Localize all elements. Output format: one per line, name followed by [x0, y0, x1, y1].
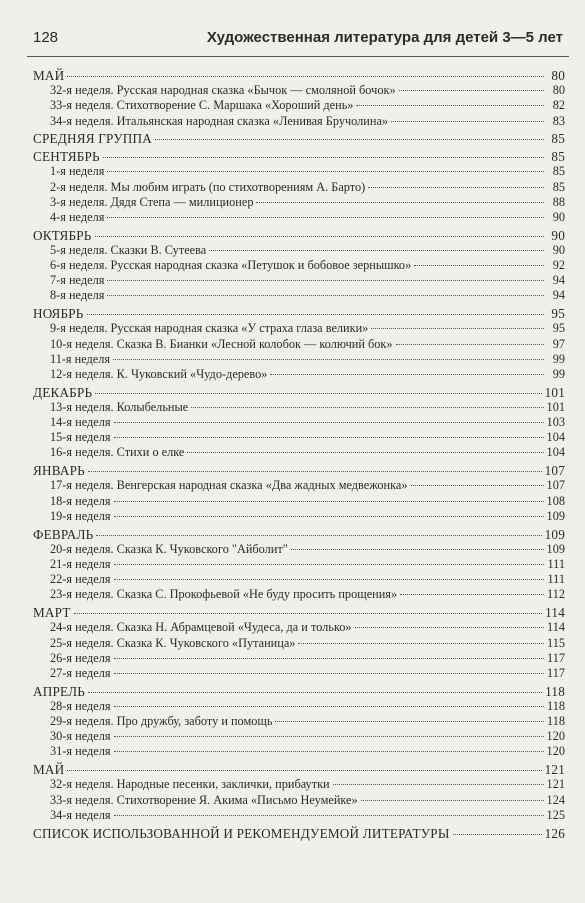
toc-item-row[interactable]	[33, 744, 565, 759]
toc-item-row[interactable]	[33, 180, 565, 195]
toc-item-row[interactable]	[33, 651, 565, 666]
toc-section-row[interactable]	[33, 463, 565, 478]
toc-item-row[interactable]	[33, 258, 565, 273]
dot-leader	[361, 800, 544, 801]
toc-item-row[interactable]	[33, 445, 565, 460]
dot-leader	[114, 437, 544, 438]
toc-section-title: АПРЕЛЬ	[33, 683, 85, 699]
table-of-contents	[33, 68, 565, 841]
toc-item-row[interactable]	[33, 793, 565, 808]
toc-item-title: 28-я неделя	[50, 698, 111, 713]
toc-item-title: 10-я неделя. Сказка В. Бианки «Лесной колобок — колючий бок»	[50, 336, 393, 351]
toc-item-row[interactable]	[33, 367, 565, 382]
dot-leader	[275, 721, 544, 722]
toc-item-title: 31-я неделя	[50, 744, 111, 759]
dot-leader	[371, 328, 544, 329]
toc-item-row[interactable]	[33, 572, 565, 587]
toc-page-number: 80	[551, 68, 565, 83]
toc-item-title: 11-я неделя	[50, 351, 111, 366]
toc-page-number: 121	[546, 777, 565, 792]
toc-item-row[interactable]	[33, 243, 565, 258]
toc-section-title: МАЙ	[33, 762, 65, 778]
toc-page-number: 94	[552, 288, 565, 303]
toc-item-row[interactable]	[33, 83, 565, 98]
dot-leader	[333, 784, 544, 785]
toc-page-number: 99	[552, 366, 565, 381]
toc-item-title: 5-я неделя. Сказки В. Сутеева	[50, 242, 207, 257]
dot-leader	[114, 516, 544, 517]
toc-section-title: МАЙ	[33, 68, 65, 83]
dot-leader	[95, 393, 541, 394]
toc-item-row[interactable]	[33, 337, 565, 352]
toc-page-number: 85	[551, 149, 565, 165]
toc-page-number: 124	[546, 792, 565, 807]
toc-item-title: 4-я неделя	[50, 209, 105, 224]
toc-page-number: 111	[547, 556, 565, 571]
dot-leader	[74, 613, 542, 614]
toc-item-title: 19-я неделя	[50, 508, 111, 523]
dot-leader	[107, 171, 544, 172]
toc-item-row[interactable]	[33, 415, 565, 430]
toc-item-title: 3-я неделя. Дядя Степа — милиционер	[50, 194, 254, 209]
dot-leader	[114, 658, 544, 659]
toc-item-row[interactable]	[33, 288, 565, 303]
toc-item-title: 27-я неделя	[50, 665, 111, 680]
toc-section-row[interactable]	[33, 826, 565, 841]
dot-leader	[155, 139, 544, 140]
toc-item-title: 22-я неделя	[50, 572, 111, 587]
toc-section-title: МАРТ	[33, 605, 71, 621]
toc-item-row[interactable]	[33, 808, 565, 823]
dot-leader	[114, 422, 544, 423]
dot-leader	[411, 485, 544, 486]
toc-page-number: 120	[546, 744, 565, 759]
toc-page-number: 108	[546, 493, 565, 508]
toc-item-title: 33-я неделя. Стихотворение С. Маршака «Хороший день»	[50, 98, 354, 113]
dot-leader	[113, 359, 544, 360]
toc-item-title: 30-я неделя	[50, 729, 111, 744]
dot-leader	[114, 579, 544, 580]
dot-leader	[270, 374, 544, 375]
toc-page-number: 90	[552, 242, 565, 257]
toc-section-title: ДЕКАБРЬ	[33, 384, 93, 400]
toc-page-number: 115	[547, 635, 565, 650]
toc-item-row[interactable]	[33, 620, 565, 635]
toc-item-row[interactable]	[33, 699, 565, 714]
toc-page-number: 85	[551, 131, 565, 147]
toc-item-row[interactable]	[33, 400, 565, 415]
toc-page-number: 90	[551, 227, 565, 243]
toc-page-number: 109	[544, 526, 565, 542]
toc-page-number: 104	[546, 430, 565, 445]
dot-leader	[256, 202, 544, 203]
toc-item-title: 24-я неделя. Сказка Н. Абрамцевой «Чудеса, да и только»	[50, 620, 352, 635]
dot-leader	[187, 452, 543, 453]
toc-page-number: 107	[546, 478, 565, 493]
dot-leader	[356, 105, 544, 106]
dot-leader	[107, 295, 544, 296]
toc-item-row[interactable]	[33, 210, 565, 225]
dot-leader	[88, 471, 542, 472]
toc-item-row[interactable]	[33, 509, 565, 524]
toc-page-number: 85	[552, 164, 565, 179]
toc-item-title: 1-я неделя	[50, 164, 105, 179]
toc-item-title: 34-я неделя. Итальянская народная сказка «Ленивая Бручолина»	[50, 113, 389, 128]
toc-page-number: 80	[552, 83, 565, 98]
toc-section-row[interactable]	[33, 68, 565, 83]
toc-item-title: 17-я неделя. Венгерская народная сказка «Два жадных медвежонка»	[50, 478, 408, 493]
toc-section-row[interactable]	[33, 131, 565, 146]
toc-page-number: 109	[546, 541, 565, 556]
toc-item-title: 29-я неделя. Про дружбу, заботу и помощь	[50, 714, 273, 729]
toc-page-number: 107	[544, 463, 565, 479]
toc-page-number: 112	[547, 587, 565, 602]
toc-item-row[interactable]	[33, 114, 565, 129]
toc-section-row[interactable]	[33, 684, 565, 699]
toc-item-title: 9-я неделя. Русская народная сказка «У страха глаза велики»	[50, 321, 369, 336]
toc-item-row[interactable]	[33, 98, 565, 113]
toc-item-title: 14-я неделя	[50, 415, 111, 430]
toc-item-title: 32-я неделя. Народные песенки, заклички, прибаутки	[50, 777, 330, 792]
toc-item-row[interactable]	[33, 478, 565, 493]
toc-page-number: 95	[552, 321, 565, 336]
toc-page-number: 117	[547, 665, 565, 680]
toc-page-number: 109	[546, 508, 565, 523]
toc-item-title: 7-я неделя	[50, 273, 105, 288]
toc-item-row[interactable]	[33, 321, 565, 336]
toc-item-row[interactable]	[33, 494, 565, 509]
toc-page-number: 117	[547, 650, 565, 665]
toc-section-title: НОЯБРЬ	[33, 306, 84, 322]
dot-leader	[95, 236, 544, 237]
toc-page-number: 114	[547, 620, 565, 635]
toc-page-number: 97	[552, 336, 565, 351]
dot-leader	[191, 407, 543, 408]
toc-page-number: 85	[552, 179, 565, 194]
toc-item-row[interactable]	[33, 714, 565, 729]
toc-page-number: 118	[545, 683, 565, 699]
toc-item-row[interactable]	[33, 430, 565, 445]
toc-section-title: ФЕВРАЛЬ	[33, 526, 94, 542]
dot-leader	[298, 643, 544, 644]
toc-item-title: 20-я неделя. Сказка К. Чуковского "Айболит"	[50, 541, 288, 556]
toc-item-row[interactable]	[33, 557, 565, 572]
toc-page-number: 101	[546, 399, 565, 414]
toc-item-title: 13-я неделя. Колыбельные	[50, 399, 189, 414]
dot-leader	[87, 314, 544, 315]
toc-item-title: 2-я неделя. Мы любим играть (по стихотворениям А. Барто)	[50, 179, 366, 194]
toc-item-row[interactable]	[33, 777, 565, 792]
toc-page-number: 82	[552, 98, 565, 113]
dot-leader	[114, 815, 544, 816]
page-number: 128	[33, 29, 59, 46]
toc-item-title: 16-я неделя. Стихи о елке	[50, 445, 185, 460]
toc-section-row[interactable]	[33, 605, 565, 620]
toc-section-title: СЕНТЯБРЬ	[33, 149, 100, 165]
dot-leader	[414, 265, 544, 266]
toc-item-title: 26-я неделя	[50, 650, 111, 665]
running-title: Художественная литература для детей 3—5 лет	[206, 29, 563, 46]
toc-item-title: 34-я неделя	[50, 807, 111, 822]
toc-item-title: 15-я неделя	[50, 430, 111, 445]
toc-item-row[interactable]	[33, 636, 565, 651]
toc-item-title: 12-я неделя. К. Чуковский «Чудо-дерево»	[50, 366, 268, 381]
toc-page-number: 92	[552, 258, 565, 273]
toc-item-row[interactable]	[33, 352, 565, 367]
dot-leader	[107, 217, 544, 218]
toc-item-title: 8-я неделя	[50, 288, 105, 303]
dot-leader	[114, 501, 544, 502]
toc-section-row[interactable]	[33, 762, 565, 777]
toc-item-row[interactable]	[33, 273, 565, 288]
toc-page-number: 103	[546, 415, 565, 430]
dot-leader	[114, 736, 544, 737]
toc-section-title: ЯНВАРЬ	[33, 463, 85, 479]
toc-page-number: 94	[552, 273, 565, 288]
dot-leader	[67, 76, 544, 77]
toc-item-row[interactable]	[33, 542, 565, 557]
toc-item-row[interactable]	[33, 164, 565, 179]
toc-page-number: 126	[544, 825, 565, 841]
toc-page-number: 90	[552, 209, 565, 224]
toc-item-title: 23-я неделя. Сказка С. Прокофьевой «Не буду просить прощения»	[50, 587, 398, 602]
toc-section-title: СПИСОК ИСПОЛЬЗОВАННОЙ И РЕКОМЕНДУЕМОЙ ЛИТЕРАТУРЫ	[33, 825, 450, 841]
toc-section-row[interactable]	[33, 228, 565, 243]
dot-leader	[103, 157, 544, 158]
toc-page-number: 114	[545, 605, 565, 621]
toc-section-row[interactable]	[33, 385, 565, 400]
dot-leader	[67, 770, 541, 771]
page-header	[0, 0, 585, 50]
dot-leader	[107, 280, 544, 281]
dot-leader	[396, 344, 544, 345]
toc-page-number: 95	[551, 306, 565, 322]
dot-leader	[368, 187, 544, 188]
toc-page-number: 101	[544, 384, 565, 400]
toc-item-row[interactable]	[33, 666, 565, 681]
toc-page-number: 99	[552, 351, 565, 366]
toc-item-title: 25-я неделя. Сказка К. Чуковского «Путаница»	[50, 635, 296, 650]
dot-leader	[355, 627, 544, 628]
toc-page-number: 121	[544, 762, 565, 778]
dot-leader	[209, 250, 544, 251]
dot-leader	[391, 121, 544, 122]
toc-page-number: 125	[546, 807, 565, 822]
dot-leader	[114, 751, 544, 752]
dot-leader	[88, 692, 542, 693]
toc-page-number: 118	[547, 714, 565, 729]
toc-page-number: 88	[552, 194, 565, 209]
toc-item-title: 33-я неделя. Стихотворение Я. Акима «Письмо Неумейке»	[50, 792, 358, 807]
dot-leader	[114, 673, 544, 674]
toc-section-row[interactable]	[33, 149, 565, 164]
toc-page-number: 111	[547, 572, 565, 587]
dot-leader	[291, 549, 544, 550]
toc-item-title: 18-я неделя	[50, 493, 111, 508]
dot-leader	[114, 564, 544, 565]
dot-leader	[114, 706, 544, 707]
dot-leader	[400, 594, 544, 595]
toc-page-number: 83	[552, 113, 565, 128]
toc-section-row[interactable]	[33, 527, 565, 542]
toc-item-title: 6-я неделя. Русская народная сказка «Петушок и бобовое зернышко»	[50, 258, 412, 273]
toc-item-title: 21-я неделя	[50, 556, 111, 571]
toc-page-number: 120	[546, 729, 565, 744]
toc-section-title: СРЕДНЯЯ ГРУППА	[33, 131, 152, 147]
toc-item-title: 32-я неделя. Русская народная сказка «Бычок — смоляной бочок»	[50, 83, 396, 98]
dot-leader	[399, 90, 544, 91]
dot-leader	[96, 535, 541, 536]
toc-section-title: ОКТЯБРЬ	[33, 227, 92, 243]
toc-section-row[interactable]	[33, 306, 565, 321]
header-divider	[27, 56, 569, 57]
toc-item-row[interactable]	[33, 195, 565, 210]
toc-item-row[interactable]	[33, 587, 565, 602]
toc-page-number: 118	[547, 698, 565, 713]
toc-page-number: 104	[546, 445, 565, 460]
toc-item-row[interactable]	[33, 729, 565, 744]
dot-leader	[453, 834, 542, 835]
